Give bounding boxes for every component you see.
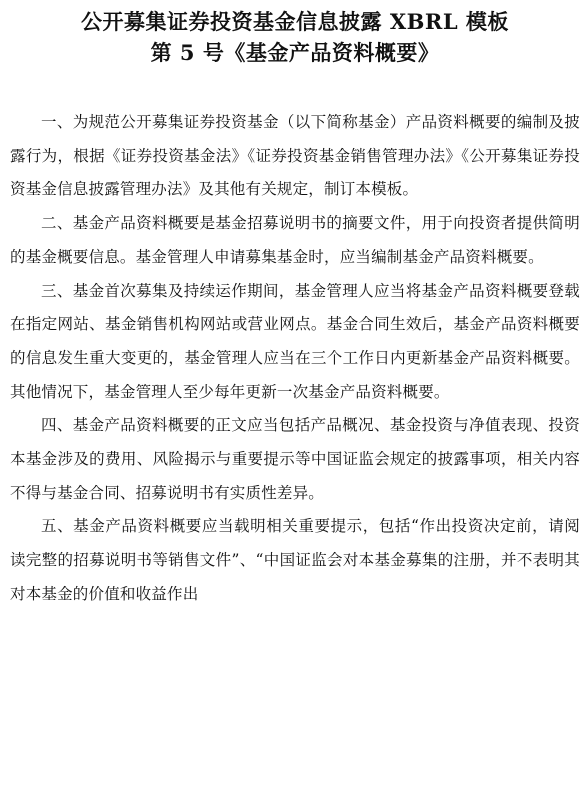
paragraph-3: 三、基金首次募集及持续运作期间，基金管理人应当将基金产品资料概要登载在指定网站、基金销售机构网站或营业网点。基金合同生效后，基金产品资料概要的信息发生重大变更的，基金管理人应当在三个工作日内更新基金产品资料概要。其他情况下，基金管理人至少每年更新一次基金产品资料概要。 <box>10 281 580 401</box>
title-spacer <box>10 68 580 106</box>
paragraph-2: 二、基金产品资料概要是基金招募说明书的摘要文件，用于向投资者提供简明的基金概要信息。基金管理人申请募集基金时，应当编制基金产品资料概要。 <box>10 214 580 266</box>
paragraph-1: 一、为规范公开募集证券投资基金（以下简称基金）产品资料概要的编制及披露行为，根据《证券投资基金法》《证券投资基金销售管理办法》《公开募集证券投资基金信息披露管理办法》及其他有关规定，制订本模板。 <box>10 113 580 199</box>
title-line-2: 第 5 号《基金产品资料概要》 <box>150 40 440 65</box>
title-line-1: 公开募集证券投资基金信息披露 XBRL 模板 <box>81 9 509 34</box>
paragraph-5: 五、基金产品资料概要应当载明相关重要提示，包括“作出投资决定前，请阅读完整的招募说明书等销售文件”、“中国证监会对本基金募集的注册，并不表明其对本基金的价值和收益作出 <box>10 517 580 603</box>
document-title <box>10 0 580 68</box>
paragraph-4: 四、基金产品资料概要的正文应当包括产品概况、基金投资与净值表现、投资本基金涉及的费用、风险揭示与重要提示等中国证监会规定的披露事项，相关内容不得与基金合同、招募说明书有实质性差异。 <box>10 416 580 502</box>
